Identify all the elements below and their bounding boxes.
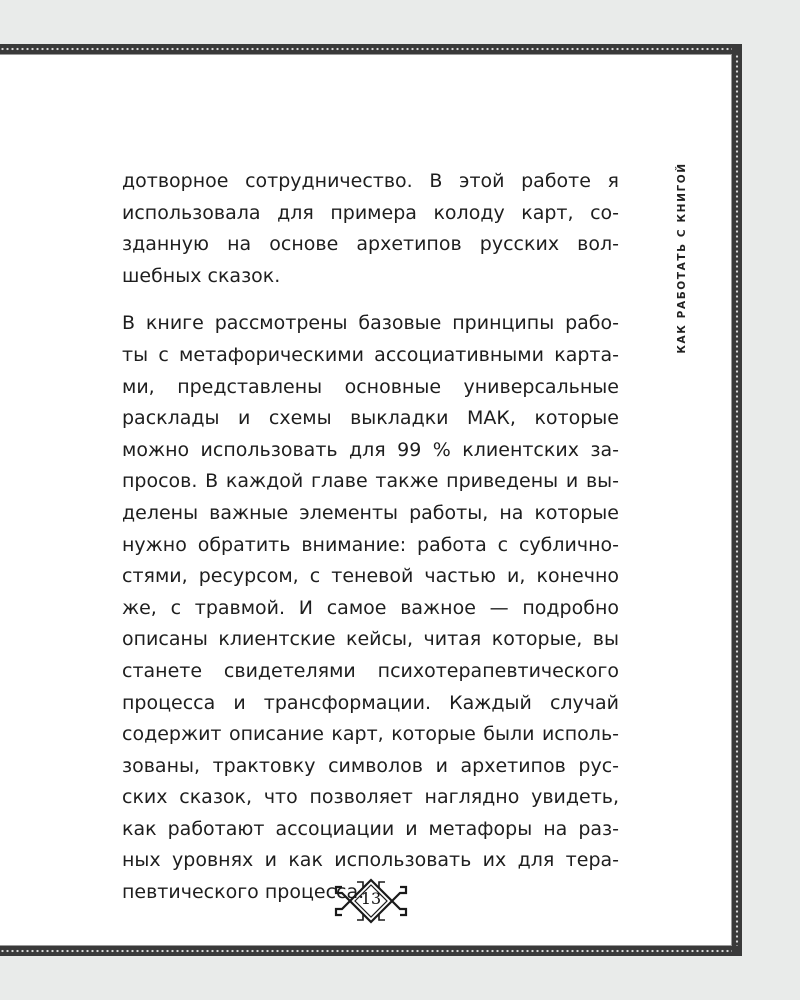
paragraph-2	[122, 308, 619, 908]
text-line: же, с травмой. И самое важное — подробно	[122, 596, 619, 619]
text-line: зданную на основе архетипов русских вол-	[122, 233, 619, 256]
text-line: певтического процесса.	[122, 881, 365, 904]
text-line: как работают ассоциации и метафоры на раз-	[122, 817, 619, 840]
text-line: использовала для примера колоду карт, со-	[122, 201, 619, 224]
text-line: станете свидетелями психотерапевтического	[122, 659, 619, 682]
text-line: ных уровнях и как использовать их для тера-	[122, 849, 619, 872]
text-line: описаны клиентские кейсы, читая которые, вы	[122, 628, 619, 651]
text-line: шебных сказок.	[122, 264, 281, 287]
page-frame-right-ornament	[735, 54, 739, 946]
text-line: зованы, трактовку символов и архетипов рус-	[122, 754, 619, 777]
body-text	[122, 166, 619, 909]
page-number: 13	[360, 889, 382, 908]
paragraph-gap	[122, 292, 619, 308]
text-line: расклады и схемы выкладки МАК, которые	[122, 407, 619, 430]
text-line: В книге рассмотрены базовые принципы рабо-	[122, 312, 619, 335]
text-line: содержит описание карт, которые были исполь-	[122, 723, 619, 746]
running-head-text: КАК РАБОТАТЬ С КНИГОЙ	[676, 162, 688, 354]
paragraph-1	[122, 166, 619, 292]
text-line: нужно обратить внимание: работа с сублично-	[122, 533, 619, 556]
text-line: стями, ресурсом, с теневой частью и, конечно	[122, 565, 619, 588]
page-frame-bottom-ornament	[0, 949, 732, 953]
page-frame-top-ornament	[0, 47, 732, 51]
text-line: ми, представлены основные универсальные	[122, 375, 619, 398]
text-line: ты с метафорическими ассоциативными карта-	[122, 343, 619, 366]
text-line: делены важные элементы работы, на которые	[122, 501, 619, 524]
text-line: ских сказок, что позволяет наглядно увидеть,	[122, 786, 619, 809]
text-line: процесса и трансформации. Каждый случай	[122, 691, 619, 714]
text-line: дотворное сотрудничество. В этой работе я	[122, 170, 619, 192]
text-line: просов. В каждой главе также приведены и вы-	[122, 470, 619, 493]
text-line: можно использовать для 99 % клиентских за-	[122, 438, 619, 461]
